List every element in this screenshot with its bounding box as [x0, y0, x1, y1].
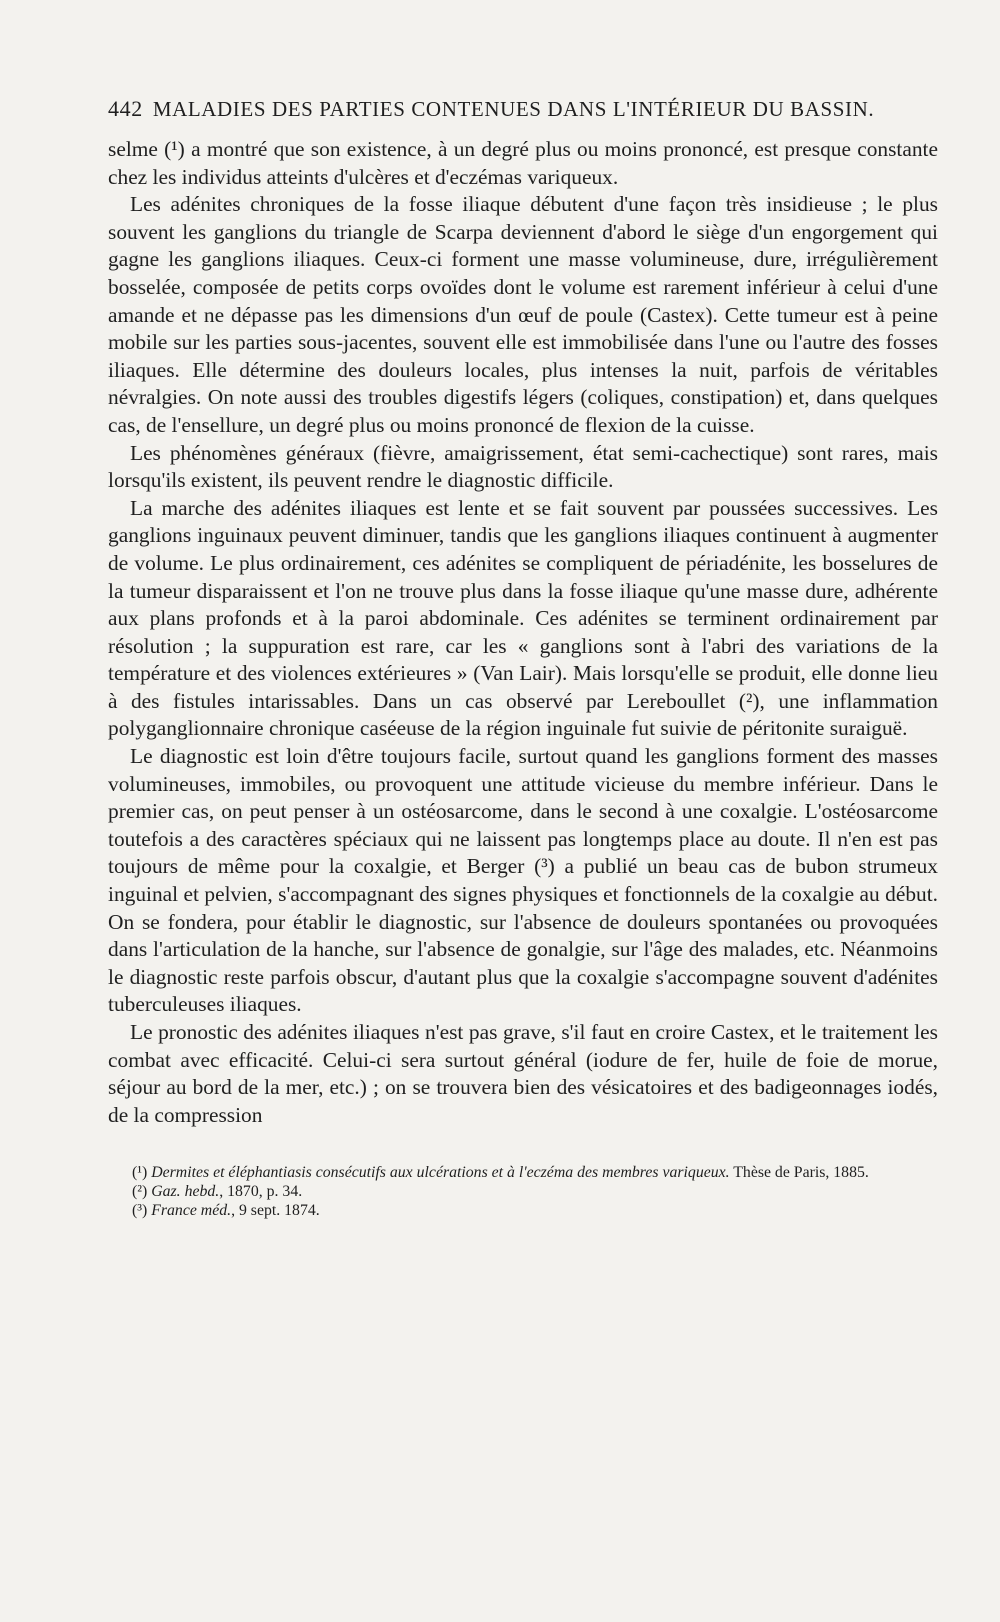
footnote-title: France méd.: [151, 1202, 232, 1220]
page-number: 442: [108, 96, 143, 121]
footnote-mark: (²): [132, 1183, 148, 1201]
paragraph-general-phenomena: Les phénomènes généraux (fièvre, amaigrissement, état semi-cachectique) sont rares, mais lorsqu'ils existent, ils peuvent rendre le diagnostic difficile.: [108, 440, 938, 493]
footnote-3: [108, 1201, 938, 1220]
footnotes: [108, 1163, 938, 1220]
paragraph-prognosis: Le pronostic des adénites iliaques n'est pas grave, s'il faut en croire Castex, et le traitement les combat avec efficacité. Celui-ci sera surtout général (iodure de fer, huile de foie de morue, séjour au bord de la mer, etc.) ; on se trouvera bien des vésicatoires et des badigeonnages iodés, de la compression: [108, 1020, 938, 1127]
footnote-rest: , 9 sept. 1874.: [231, 1202, 320, 1220]
footnote-rest: , 1870, p. 34.: [219, 1183, 303, 1201]
paragraph-diagnosis: Le diagnostic est loin d'être toujours facile, surtout quand les ganglions forment des masses volumineuses, immobiles, ou provoquent une attitude vicieuse du membre inférieur. Dans le premier cas, on peut penser à un ostéosarcome, dans le second à une coxalgie. L'ostéosarcome toutefois a des caractères spéciaux qui ne laissent pas longtemps place au doute. Il n'en est pas toujours de même pour la coxalgie, et Berger (³) a publié un beau cas de bubon strumeux inguinal et pelvien, s'accompagnant des signes physiques et fonctionnels de la coxalgie au début. On se fondera, pour établir le diagnostic, sur l'absence de douleurs spontanées ou provoquées dans l'articulation de la hanche, sur l'absence de gonalgie, sur l'âge des malades, etc. Néanmoins le diagnostic reste parfois obscur, d'autant plus que la coxalgie s'accompagne souvent d'adénites tuberculeuses iliaques.: [108, 744, 938, 1017]
body-text: [108, 136, 938, 1129]
footnote-2: [108, 1182, 938, 1201]
footnote-rest: Thèse de Paris, 1885.: [733, 1164, 869, 1182]
paragraph-symptoms: Les adénites chroniques de la fosse iliaque débutent d'une façon très insidieuse ; le plus souvent les ganglions du triangle de Scarpa deviennent d'abord le siège d'un engorgement qui gagne les ganglions iliaques. Ceux-ci forment une masse volumineuse, dure, irrégulièrement bosselée, composée de petits corps ovoïdes dont le volume est rarement inférieur à celui d'une amande et ne dépasse pas les dimensions d'un œuf de poule (Castex). Cette tumeur est à peine mobile sur les parties sous-jacentes, souvent elle est immobilisée dans l'une ou l'autre des fosses iliaques. Elle détermine des douleurs locales, plus intenses la nuit, parfois de véritables névralgies. On note aussi des troubles digestifs légers (coliques, constipation) et, dans quelques cas, de l'ensellure, un degré plus ou moins prononcé de flexion de la cuisse.: [108, 192, 938, 437]
footnote-mark: (¹): [132, 1164, 148, 1182]
paragraph-continuation: selme (¹) a montré que son existence, à un degré plus ou moins prononcé, est presque constante chez les individus atteints d'ulcères et d'eczémas variqueux.: [108, 137, 938, 189]
running-head: [108, 96, 938, 122]
footnote-mark: (³): [132, 1202, 148, 1220]
paragraph-course: La marche des adénites iliaques est lente et se fait souvent par poussées successives. Les ganglions inguinaux peuvent diminuer, tandis que les ganglions iliaques continuent à augmenter de volume. Le plus ordinairement, ces adénites se compliquent de périadénite, les bosselures de la tumeur disparaissent et l'on ne trouve plus dans la fosse iliaque qu'une masse dure, adhérente aux plans profonds et à la paroi abdominale. Ces adénites se terminent ordinairement par résolution ; la suppuration est rare, car les « ganglions sont à l'abri des variations de la température et des violences extérieures » (Van Lair). Mais lorsqu'elle se produit, elle donne lieu à des fistules intarissables. Dans un cas observé par Lereboullet (²), une inflammation polyganglionnaire chronique caséeuse de la région inguinale fut suivie de péritonite suraiguë.: [108, 495, 938, 741]
footnote-title: Dermites et éléphantiasis consécutifs aux ulcérations et à l'eczéma des membres variqueux.: [151, 1164, 730, 1182]
footnote-title: Gaz. hebd.: [151, 1183, 220, 1201]
running-title: MALADIES DES PARTIES CONTENUES DANS L'INTÉRIEUR DU BASSIN.: [152, 97, 875, 121]
footnote-1: [108, 1163, 938, 1182]
